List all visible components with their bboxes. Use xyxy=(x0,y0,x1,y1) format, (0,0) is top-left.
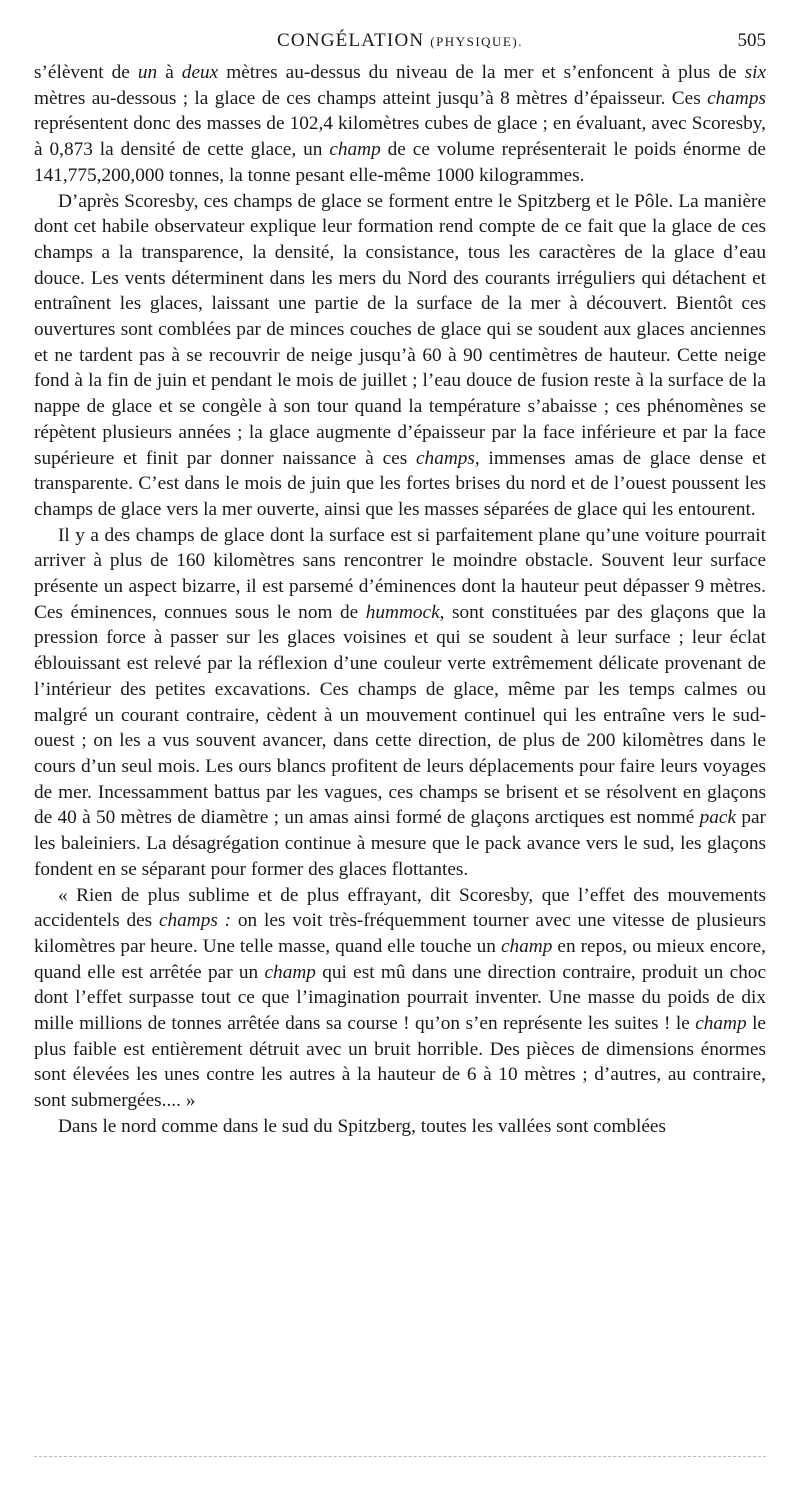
text-run: de ce volume représenterait le poids énorme de 141,775,200,000 tonnes, la tonne pesant elle-même 1000 kilogrammes. xyxy=(34,139,766,186)
text-run: Il y a des champs de glace dont la surface est si parfaitement plane qu’une voiture pourrait arriver à plus de 160 kilomètres sans rencontrer le moindre obstacle. Souvent leur surface présente un aspect bizarre, il est parsemé d’éminences dont la hauteur peut dépasser 9 mètres. Ces éminences, connues sous le nom de xyxy=(34,524,766,623)
italic-term: champ xyxy=(500,935,553,957)
italic-term: champs : xyxy=(158,910,232,932)
running-title-subject: (PHYSIQUE). xyxy=(430,34,523,49)
running-header xyxy=(34,30,766,60)
italic-term: un xyxy=(137,62,158,83)
text-run: , immenses amas de glace dense et transparente. C’est dans le mois de juin que les fortes brises du nord et de l’ouest poussent les champs de glace vers la mer ouverte, ainsi que les masses séparées de glace qui les entourent. xyxy=(34,447,766,520)
text-run: à xyxy=(157,62,182,83)
paragraph-p3 xyxy=(34,523,766,883)
paragraph-p2 xyxy=(34,189,766,523)
text-run: « Rien de plus sublime et de plus effrayant, dit Scoresby, que l’effet des mouvements accidentels des xyxy=(34,884,766,932)
italic-term: champs xyxy=(416,447,475,469)
text-run: par les baleiniers. La désagrégation continue à mesure que le pack avance vers le sud, les glaçons fondent en se séparant pour former des glaces flottantes. xyxy=(34,807,766,880)
text-run: D’après Scoresby, ces champs de glace se forment entre le Spitzberg et le Pôle. La manière dont cet habile observateur explique leur formation rend compte de ce fait que la glace de ces champs a la transparence, la densité, la consistance, tous les caractères de la glace d’eau douce. Les vents déterminent dans les mers du Nord des courants irréguliers qui détachent et entraînent les glaces, laissant une partie de la surface de la mer à découvert. Bientôt ces ouvertures sont comblées par de minces couches de glace qui se soudent aux glaces anciennes et ne tardent pas à se recouvrir de neige jusqu’à 60 à 90 centimètres de hauteur. Cette neige fond à la fin de juin et pendant le mois de juillet ; l’eau douce de fusion reste à la surface de la nappe de glace et se congèle à son tour quand la température s’abaisse ; ces phénomènes se répètent plusieurs années ; la glace augmente d’épaisseur par la face inférieure et par la face supérieure et finit par donner naissance à ces xyxy=(34,190,766,469)
running-title-main: CONGÉLATION xyxy=(277,30,425,51)
page-number: 505 xyxy=(737,30,766,51)
italic-term: champ xyxy=(695,1013,747,1035)
text-run: qui est mû dans une direction contraire, produit un choc dont l’effet surpasse tout ce que l’imagination pourrait inventer. Une masse du poids de dix mille millions de tonnes arrêtée dans sa course ! qu’on s’en représente les suites ! le xyxy=(34,961,766,1035)
book-page xyxy=(34,30,766,1140)
text-run: on les voit très-fréquemment tourner avec une vitesse de plusieurs kilomètres par heure. Une telle masse, quand elle touche un xyxy=(34,910,766,957)
text-run: mètres au-dessous ; la glace de ces champs atteint jusqu’à 8 mètres d’épaisseur. Ces xyxy=(34,87,708,109)
italic-term: hummock xyxy=(365,601,440,623)
text-run: représentent donc des masses de 102,4 kilomètres cubes de glace ; en évaluant, avec Scoresby, à 0,873 la densité de cette glace, un xyxy=(34,113,766,161)
paragraph-p4 xyxy=(34,883,766,1114)
running-title xyxy=(34,30,766,52)
footer-rule xyxy=(34,1456,766,1457)
text-run: le plus faible est entièrement détruit avec un bruit horrible. Des pièces de dimensions énormes sont élevées les unes contre les autres à la hauteur de 6 à 10 mètres ; d’autres, au contraire, sont submergées.... » xyxy=(34,1013,766,1112)
paragraph-p1 xyxy=(34,60,766,189)
text-run: s’élèvent de xyxy=(34,62,138,83)
text-run: , sont constituées par des glaçons que la pression force à passer sur les glaces voisines et qui se soudent à leur surface ; leur éclat éblouissant est relevé par la réflexion d’une couleur verte extrêmement délicate provenant de l’intérieur des petites excavations. Ces champs de glace, même par les temps calmes ou malgré un courant contraire, cèdent à un mouvement continuel qui les entraîne vers le sud-ouest ; on les a vus souvent avancer, dans cette direction, de plus de 200 kilomètres dans le cours d’un seul mois. Les ours blancs profitent de leurs déplacements pour faire leurs voyages de mer. Incessamment battus par les vagues, ces champs se brisent et se résolvent en glaçons de 40 à 50 mètres de diamètre ; un amas ainsi formé de glaçons arctiques est nommé xyxy=(34,601,766,829)
text-run: Dans le nord comme dans le sud du Spitzberg, toutes les vallées sont comblées xyxy=(58,1115,666,1137)
italic-term: champ xyxy=(329,139,381,161)
italic-term: champ xyxy=(264,961,316,983)
italic-term: pack xyxy=(699,807,737,829)
text-run: en repos, ou mieux encore, quand elle est arrêtée par un xyxy=(34,935,766,983)
body-text xyxy=(34,60,766,1140)
paragraph-p5 xyxy=(34,1114,766,1140)
italic-term: six xyxy=(744,62,767,83)
italic-term: deux xyxy=(181,62,219,83)
italic-term: champs xyxy=(707,87,766,109)
text-run: mètres au-dessus du niveau de la mer et s’enfoncent à plus de xyxy=(218,62,745,83)
